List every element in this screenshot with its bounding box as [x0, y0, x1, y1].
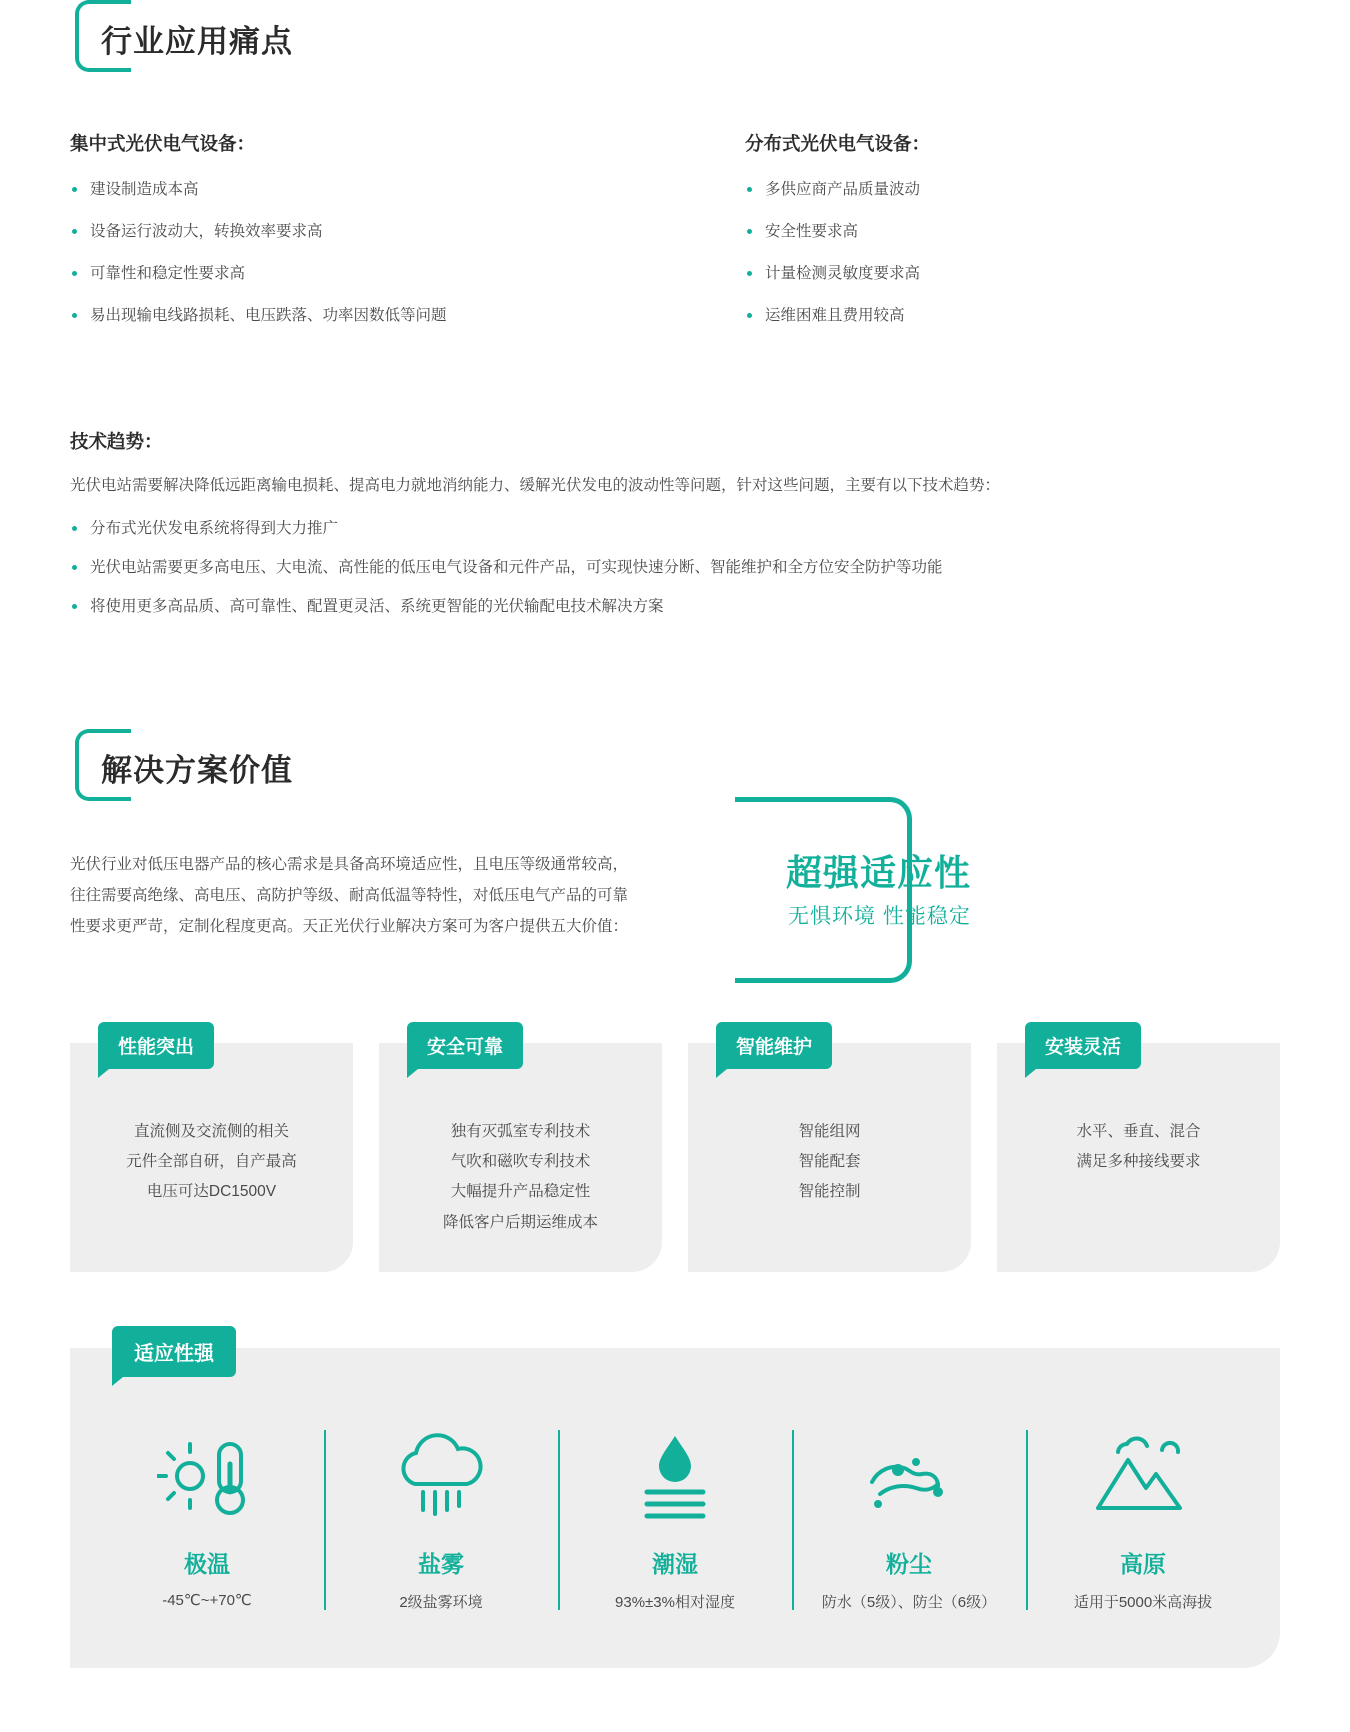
pain-points-columns — [70, 130, 1280, 346]
centralized-column — [70, 130, 675, 346]
distributed-list — [745, 178, 1280, 328]
adaptability-name: 盐雾 — [418, 1550, 464, 1577]
trend-title: 技术趋势： — [70, 431, 163, 453]
adaptability-item — [1026, 1428, 1260, 1612]
value-card-chip: 安装灵活 — [1025, 1022, 1141, 1069]
adaptability-desc: 2级盐雾环境 — [399, 1593, 483, 1611]
distributed-column — [675, 130, 1280, 346]
centralized-list — [70, 178, 675, 328]
trend-list — [70, 517, 1280, 619]
dust-icon — [802, 1428, 1016, 1524]
value-card-text: 独有灭弧室专利技术 气吹和磁吹专利技术 大幅提升产品稳定性 降低客户后期运维成本 — [442, 1122, 598, 1231]
humidity-icon — [568, 1428, 782, 1524]
list-item: 设备运行波动大，转换效率要求高 — [70, 220, 675, 244]
solution-value-section — [70, 729, 1280, 1668]
value-card-text: 水平、垂直、混合 满足多种接线要求 — [1076, 1122, 1201, 1171]
adaptability-desc: 适用于5000米高海拔 — [1073, 1593, 1213, 1611]
adaptability-item — [90, 1428, 324, 1612]
adaptability-name: 潮湿 — [652, 1550, 698, 1577]
list-item: 安全性要求高 — [745, 220, 1280, 244]
list-item: 计量检测灵敏度要求高 — [745, 262, 1280, 286]
adaptability-desc: 93%±3%相对湿度 — [615, 1593, 735, 1611]
section-header-solution-value — [75, 729, 1280, 807]
value-card — [997, 1036, 1280, 1272]
list-item: 将使用更多高品质、高可靠性、配置更灵活、系统更智能的光伏输配电技术解决方案 — [70, 595, 1280, 619]
solution-paragraph: 光伏行业对低压电器产品的核心需求是具备高环境适应性，且电压等级通常较高，往往需要高绝缘、高电压、高防护等级、耐高低温等特性，对低压电气产品的可靠性要求更严苛，定制化程度更高。天正光伏行业解决方案可为客户提供五大价值： — [70, 855, 629, 935]
temperature-icon — [100, 1428, 314, 1524]
value-card — [70, 1036, 353, 1272]
salt-fog-icon — [334, 1428, 548, 1524]
list-item: 易出现输电线路损耗、电压跌落、功率因数低等问题 — [70, 304, 675, 328]
value-card-chip: 性能突出 — [98, 1022, 214, 1069]
badge-title: 超强适应性 — [786, 851, 972, 893]
adaptability-name: 粉尘 — [886, 1550, 932, 1577]
value-card-text: 智能组网 智能配套 智能控制 — [798, 1122, 861, 1201]
adaptability-desc: 防水（5级）、防尘（6级） — [821, 1593, 997, 1611]
adaptability-desc: -45℃~+70℃ — [162, 1591, 252, 1609]
value-card-chip: 安全可靠 — [407, 1022, 523, 1069]
section-header-pain-points — [75, 0, 1280, 78]
list-item: 运维困难且费用较高 — [745, 304, 1280, 328]
value-card-chip: 智能维护 — [716, 1022, 832, 1069]
adaptability-item — [558, 1428, 792, 1612]
adaptability-chip: 适应性强 — [112, 1326, 236, 1377]
technology-trend-block — [70, 428, 1280, 619]
page-title: 行业应用痛点 — [101, 24, 293, 59]
adaptability-items — [90, 1428, 1260, 1612]
list-item: 分布式光伏发电系统将得到大力推广 — [70, 517, 1280, 541]
solution-body — [70, 849, 1280, 987]
centralized-title: 集中式光伏电气设备： — [70, 133, 256, 154]
badge-subtitle: 无惧环境 性能稳定 — [788, 904, 971, 928]
adaptability-badge — [740, 797, 972, 987]
adaptability-item — [792, 1428, 1026, 1612]
adaptability-item — [324, 1428, 558, 1612]
list-item: 可靠性和稳定性要求高 — [70, 262, 675, 286]
distributed-title: 分布式光伏电气设备： — [745, 133, 931, 154]
value-card — [379, 1036, 662, 1272]
list-item: 建设制造成本高 — [70, 178, 675, 202]
list-item: 多供应商产品质量波动 — [745, 178, 1280, 202]
value-card-text: 直流侧及交流侧的相关 元件全部自研，自产最高 电压可达DC1500V — [126, 1122, 297, 1201]
plateau-icon — [1036, 1428, 1250, 1524]
adaptability-name: 极温 — [184, 1550, 230, 1577]
value-cards — [70, 1036, 1280, 1272]
list-item: 光伏电站需要更多高电压、大电流、高性能的低压电气设备和元件产品，可实现快速分断、智能维护和全方位安全防护等功能 — [70, 556, 1280, 580]
value-card — [688, 1036, 971, 1272]
trend-intro: 光伏电站需要解决降低远距离输电损耗、提高电力就地消纳能力、缓解光伏发电的波动性等问题，针对这些问题，主要有以下技术趋势： — [70, 477, 1001, 495]
adaptability-name: 高原 — [1120, 1550, 1166, 1577]
section-title: 解决方案价值 — [101, 752, 293, 788]
adaptability-strip — [70, 1342, 1280, 1668]
